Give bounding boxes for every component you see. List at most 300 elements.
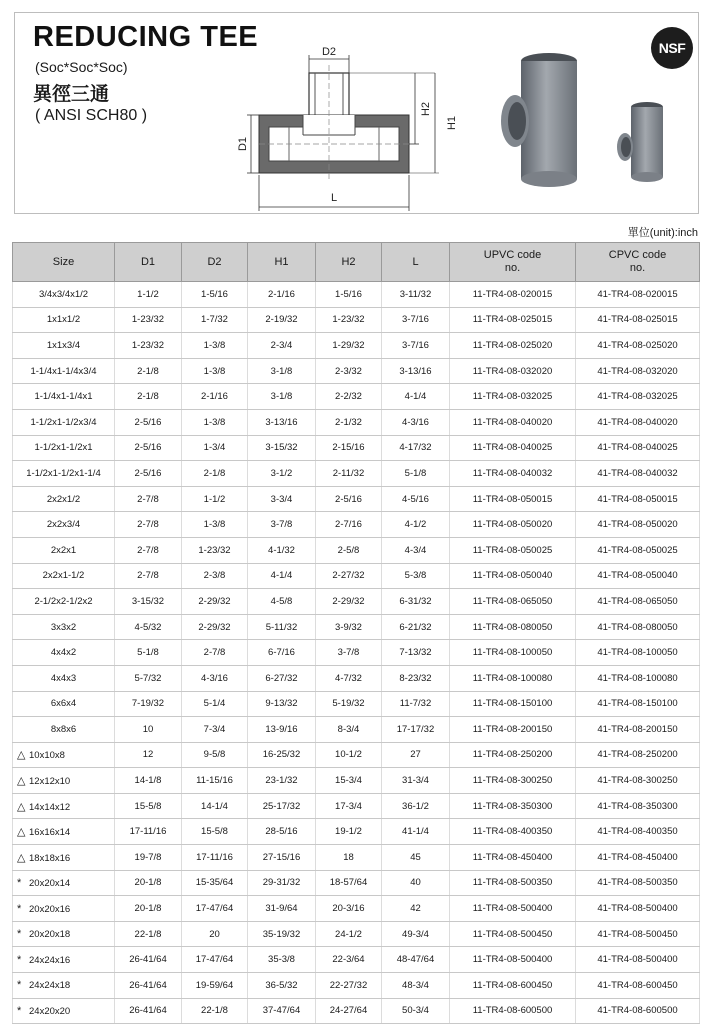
- l-cell: 3-7/16: [382, 333, 450, 359]
- size-cell: [13, 691, 115, 717]
- table-header-row: [13, 243, 700, 282]
- d1-cell: 4-5/32: [115, 614, 182, 640]
- table-row: [13, 282, 700, 308]
- d1-cell: 1-23/32: [115, 307, 182, 333]
- table-row: [13, 793, 700, 819]
- d2-cell: 2-29/32: [182, 589, 248, 615]
- h1-cell: 37-47/64: [248, 998, 316, 1024]
- h2-cell: 8-3/4: [316, 717, 382, 743]
- h2-cell: 2-5/8: [316, 537, 382, 563]
- upvc-cell: 11-TR4-08-500400: [450, 896, 576, 922]
- h2-cell: 3-7/8: [316, 640, 382, 666]
- d2-cell: 1-1/2: [182, 486, 248, 512]
- upvc-cell: 11-TR4-08-200150: [450, 717, 576, 743]
- d2-cell: 4-3/16: [182, 665, 248, 691]
- h1-cell: 2-3/4: [248, 333, 316, 359]
- upvc-cell: 11-TR4-08-050025: [450, 537, 576, 563]
- size-cell: [13, 307, 115, 333]
- h1-cell: 13-9/16: [248, 717, 316, 743]
- cpvc-cell: 41-TR4-08-450400: [576, 845, 700, 871]
- triangle-mark: △: [17, 775, 26, 788]
- d1-cell: 15-5/8: [115, 793, 182, 819]
- cpvc-cell: 41-TR4-08-020015: [576, 282, 700, 308]
- h1-cell: 3-1/8: [248, 384, 316, 410]
- size-value: 1-1/4x1-1/4x1: [34, 391, 93, 403]
- h2-cell: 18: [316, 845, 382, 871]
- size-value: 20x20x16: [29, 903, 71, 915]
- table-row: [13, 333, 700, 359]
- standard-label: ( ANSI SCH80 ): [35, 107, 148, 124]
- upvc-cell: 11-TR4-08-025015: [450, 307, 576, 333]
- d1-cell: 17-11/16: [115, 819, 182, 845]
- cpvc-cell: 41-TR4-08-100080: [576, 665, 700, 691]
- size-cell: [13, 665, 115, 691]
- size-cell: [13, 640, 115, 666]
- size-value: 2x2x1: [50, 544, 77, 556]
- upvc-cell: 11-TR4-08-500400: [450, 947, 576, 973]
- col-upvc-code: UPVC code no.: [450, 243, 576, 282]
- h1-cell: 35-3/8: [248, 947, 316, 973]
- chinese-title: 異徑三通: [33, 84, 110, 105]
- h2-cell: 24-1/2: [316, 921, 382, 947]
- d1-cell: 19-7/8: [115, 845, 182, 871]
- col-d2: D2: [182, 243, 248, 282]
- h1-cell: 4-5/8: [248, 589, 316, 615]
- upvc-cell: 11-TR4-08-150100: [450, 691, 576, 717]
- size-value: 1-1/2x1-1/2x1-1/4: [26, 467, 101, 479]
- d2-cell: 14-1/4: [182, 793, 248, 819]
- cpvc-cell: 41-TR4-08-032025: [576, 384, 700, 410]
- h2-cell: 24-27/64: [316, 998, 382, 1024]
- connection-type: (Soc*Soc*Soc): [35, 59, 128, 75]
- upvc-cell: 11-TR4-08-080050: [450, 614, 576, 640]
- d2-cell: 7-3/4: [182, 717, 248, 743]
- h1-label: H1: [446, 115, 458, 131]
- l-label: L: [330, 192, 338, 204]
- h1-cell: 29-31/32: [248, 870, 316, 896]
- h2-cell: 2-27/32: [316, 563, 382, 589]
- col-l: L: [382, 243, 450, 282]
- d2-cell: 17-47/64: [182, 947, 248, 973]
- size-cell: [13, 845, 115, 871]
- size-value: 8x8x6: [50, 723, 77, 735]
- size-cell: [13, 614, 115, 640]
- col-cpvc-code: CPVC code no.: [576, 243, 700, 282]
- size-value: 2x2x3/4: [46, 519, 81, 531]
- l-cell: 50-3/4: [382, 998, 450, 1024]
- h2-cell: 22-27/32: [316, 973, 382, 999]
- d1-cell: 20-1/8: [115, 896, 182, 922]
- l-cell: 4-3/16: [382, 409, 450, 435]
- h1-cell: 3-3/4: [248, 486, 316, 512]
- size-value: 14x14x12: [29, 801, 71, 813]
- table-row: [13, 461, 700, 487]
- size-value: 20x20x14: [29, 877, 71, 889]
- asterisk-mark: *: [17, 876, 22, 889]
- cpvc-cell: 41-TR4-08-050025: [576, 537, 700, 563]
- upvc-cell: 11-TR4-08-600500: [450, 998, 576, 1024]
- col-size: Size: [13, 243, 115, 282]
- d2-label: D2: [321, 46, 337, 58]
- h2-cell: 2-7/16: [316, 512, 382, 538]
- d1-cell: 5-7/32: [115, 665, 182, 691]
- size-cell: [13, 486, 115, 512]
- d2-cell: 1-3/8: [182, 333, 248, 359]
- cpvc-cell: 41-TR4-08-600450: [576, 973, 700, 999]
- d1-label: D1: [237, 136, 249, 152]
- col-h1: H1: [248, 243, 316, 282]
- l-cell: 27: [382, 742, 450, 768]
- size-cell: [13, 793, 115, 819]
- d1-cell: 1-23/32: [115, 333, 182, 359]
- size-cell: [13, 409, 115, 435]
- upvc-cell: 11-TR4-08-600450: [450, 973, 576, 999]
- cpvc-cell: 41-TR4-08-040025: [576, 435, 700, 461]
- table-row: [13, 409, 700, 435]
- h1-cell: 3-7/8: [248, 512, 316, 538]
- size-cell: [13, 384, 115, 410]
- l-cell: 17-17/32: [382, 717, 450, 743]
- upvc-cell: 11-TR4-08-350300: [450, 793, 576, 819]
- l-cell: 6-31/32: [382, 589, 450, 615]
- l-cell: 11-7/32: [382, 691, 450, 717]
- h2-cell: 2-2/32: [316, 384, 382, 410]
- d2-cell: 11-15/16: [182, 768, 248, 794]
- size-value: 18x18x16: [29, 852, 71, 864]
- asterisk-mark: *: [17, 1004, 22, 1017]
- h2-cell: 1-29/32: [316, 333, 382, 359]
- h1-cell: 28-5/16: [248, 819, 316, 845]
- h2-cell: 4-7/32: [316, 665, 382, 691]
- cpvc-cell: 41-TR4-08-025015: [576, 307, 700, 333]
- size-value: 1-1/2x1-1/2x1: [34, 442, 93, 454]
- size-cell: [13, 947, 115, 973]
- d1-cell: 14-1/8: [115, 768, 182, 794]
- size-value: 4x4x3: [50, 672, 77, 684]
- d1-cell: 2-5/16: [115, 461, 182, 487]
- l-cell: 48-3/4: [382, 973, 450, 999]
- l-cell: 36-1/2: [382, 793, 450, 819]
- l-cell: 40: [382, 870, 450, 896]
- table-row: [13, 870, 700, 896]
- size-cell: [13, 333, 115, 359]
- d2-cell: 2-1/8: [182, 461, 248, 487]
- h1-cell: 6-27/32: [248, 665, 316, 691]
- table-row: [13, 435, 700, 461]
- size-value: 1x1x1/2: [46, 314, 81, 326]
- h1-cell: 3-1/8: [248, 358, 316, 384]
- upvc-cell: 11-TR4-08-050020: [450, 512, 576, 538]
- d2-cell: 1-7/32: [182, 307, 248, 333]
- h2-cell: 20-3/16: [316, 896, 382, 922]
- table-row: [13, 768, 700, 794]
- upvc-cell: 11-TR4-08-500350: [450, 870, 576, 896]
- table-row: [13, 307, 700, 333]
- l-cell: 3-13/16: [382, 358, 450, 384]
- size-value: 2-1/2x2-1/2x2: [34, 595, 93, 607]
- h2-cell: 1-5/16: [316, 282, 382, 308]
- table-row: [13, 973, 700, 999]
- d1-cell: 10: [115, 717, 182, 743]
- size-value: 24x24x18: [29, 980, 71, 992]
- l-cell: 5-3/8: [382, 563, 450, 589]
- cpvc-cell: 41-TR4-08-500400: [576, 947, 700, 973]
- col-d1: D1: [115, 243, 182, 282]
- d1-cell: 26-41/64: [115, 998, 182, 1024]
- l-cell: 7-13/32: [382, 640, 450, 666]
- asterisk-mark: *: [17, 928, 22, 941]
- cpvc-cell: 41-TR4-08-040020: [576, 409, 700, 435]
- size-value: 24x24x16: [29, 954, 71, 966]
- table-row: [13, 512, 700, 538]
- l-cell: 3-7/16: [382, 307, 450, 333]
- size-cell: [13, 717, 115, 743]
- size-value: 1-1/4x1-1/4x3/4: [30, 365, 97, 377]
- h1-cell: 35-19/32: [248, 921, 316, 947]
- upvc-cell: 11-TR4-08-100080: [450, 665, 576, 691]
- page-title: REDUCING TEE: [33, 21, 259, 53]
- d2-cell: 2-1/16: [182, 384, 248, 410]
- l-cell: 42: [382, 896, 450, 922]
- upvc-cell: 11-TR4-08-040025: [450, 435, 576, 461]
- h1-cell: 36-5/32: [248, 973, 316, 999]
- table-row: [13, 947, 700, 973]
- cpvc-cell: 41-TR4-08-250200: [576, 742, 700, 768]
- upvc-cell: 11-TR4-08-400350: [450, 819, 576, 845]
- table-row: [13, 358, 700, 384]
- d1-cell: 2-7/8: [115, 486, 182, 512]
- d2-cell: 15-5/8: [182, 819, 248, 845]
- h2-cell: 19-1/2: [316, 819, 382, 845]
- h2-cell: 2-29/32: [316, 589, 382, 615]
- size-cell: [13, 461, 115, 487]
- h1-cell: 3-13/16: [248, 409, 316, 435]
- h2-cell: 2-1/32: [316, 409, 382, 435]
- upvc-cell: 11-TR4-08-040020: [450, 409, 576, 435]
- size-cell: [13, 921, 115, 947]
- table-row: [13, 665, 700, 691]
- cpvc-cell: 41-TR4-08-080050: [576, 614, 700, 640]
- d2-cell: 1-5/16: [182, 282, 248, 308]
- d1-cell: 22-1/8: [115, 921, 182, 947]
- h1-cell: 2-1/16: [248, 282, 316, 308]
- upvc-cell: 11-TR4-08-050015: [450, 486, 576, 512]
- cpvc-cell: 41-TR4-08-065050: [576, 589, 700, 615]
- h2-cell: 5-19/32: [316, 691, 382, 717]
- l-cell: 5-1/8: [382, 461, 450, 487]
- l-cell: 49-3/4: [382, 921, 450, 947]
- d1-cell: 2-1/8: [115, 384, 182, 410]
- asterisk-mark: *: [17, 902, 22, 915]
- table-row: [13, 717, 700, 743]
- h1-cell: 25-17/32: [248, 793, 316, 819]
- d2-cell: 20: [182, 921, 248, 947]
- d2-cell: 1-23/32: [182, 537, 248, 563]
- upvc-cell: 11-TR4-08-300250: [450, 768, 576, 794]
- upvc-cell: 11-TR4-08-040032: [450, 461, 576, 487]
- h2-cell: 3-9/32: [316, 614, 382, 640]
- table-row: [13, 563, 700, 589]
- table-row: [13, 384, 700, 410]
- d2-cell: 2-7/8: [182, 640, 248, 666]
- table-row: [13, 819, 700, 845]
- h2-cell: 2-5/16: [316, 486, 382, 512]
- h1-cell: 2-19/32: [248, 307, 316, 333]
- size-cell: [13, 537, 115, 563]
- upvc-cell: 11-TR4-08-100050: [450, 640, 576, 666]
- size-value: 3x3x2: [50, 621, 77, 633]
- l-cell: 4-1/4: [382, 384, 450, 410]
- d2-cell: 5-1/4: [182, 691, 248, 717]
- upvc-cell: 11-TR4-08-065050: [450, 589, 576, 615]
- cpvc-cell: 41-TR4-08-600500: [576, 998, 700, 1024]
- cpvc-cell: 41-TR4-08-150100: [576, 691, 700, 717]
- d1-cell: 3-15/32: [115, 589, 182, 615]
- size-value: 1-1/2x1-1/2x3/4: [30, 416, 97, 428]
- size-value: 20x20x18: [29, 929, 71, 941]
- size-value: 2x2x1/2: [46, 493, 81, 505]
- l-cell: 4-17/32: [382, 435, 450, 461]
- d2-cell: 9-5/8: [182, 742, 248, 768]
- cpvc-cell: 41-TR4-08-400350: [576, 819, 700, 845]
- size-value: 3/4x3/4x1/2: [38, 288, 89, 300]
- l-cell: 31-3/4: [382, 768, 450, 794]
- upvc-cell: 11-TR4-08-032025: [450, 384, 576, 410]
- d1-cell: 26-41/64: [115, 973, 182, 999]
- cpvc-cell: 41-TR4-08-050040: [576, 563, 700, 589]
- d2-cell: 2-29/32: [182, 614, 248, 640]
- cpvc-cell: 41-TR4-08-200150: [576, 717, 700, 743]
- size-cell: [13, 435, 115, 461]
- table-row: [13, 998, 700, 1024]
- table-row: [13, 537, 700, 563]
- cpvc-cell: 41-TR4-08-050020: [576, 512, 700, 538]
- d1-cell: 2-5/16: [115, 409, 182, 435]
- d2-cell: 1-3/8: [182, 512, 248, 538]
- h1-cell: 4-1/32: [248, 537, 316, 563]
- size-cell: [13, 563, 115, 589]
- table-row: [13, 742, 700, 768]
- d1-cell: 2-7/8: [115, 537, 182, 563]
- l-cell: 45: [382, 845, 450, 871]
- l-cell: 4-1/2: [382, 512, 450, 538]
- size-value: 12x12x10: [29, 776, 71, 788]
- cpvc-cell: 41-TR4-08-350300: [576, 793, 700, 819]
- cpvc-cell: 41-TR4-08-500400: [576, 896, 700, 922]
- size-cell: [13, 870, 115, 896]
- cpvc-cell: 41-TR4-08-040032: [576, 461, 700, 487]
- cpvc-cell: 41-TR4-08-025020: [576, 333, 700, 359]
- unit-note: 單位(unit):inch: [627, 227, 698, 239]
- h2-cell: 15-3/4: [316, 768, 382, 794]
- d1-cell: 20-1/8: [115, 870, 182, 896]
- d2-cell: 1-3/8: [182, 409, 248, 435]
- table-row: [13, 845, 700, 871]
- size-cell: [13, 973, 115, 999]
- l-cell: 4-3/4: [382, 537, 450, 563]
- d1-cell: 12: [115, 742, 182, 768]
- h1-cell: 5-11/32: [248, 614, 316, 640]
- triangle-mark: △: [17, 749, 26, 762]
- h1-cell: 23-1/32: [248, 768, 316, 794]
- size-value: 1x1x3/4: [46, 339, 81, 351]
- col-h2: H2: [316, 243, 382, 282]
- upvc-cell: 11-TR4-08-050040: [450, 563, 576, 589]
- d1-cell: 2-7/8: [115, 512, 182, 538]
- h2-label: H2: [420, 101, 432, 117]
- table-row: [13, 640, 700, 666]
- cpvc-cell: 41-TR4-08-100050: [576, 640, 700, 666]
- h2-cell: 10-1/2: [316, 742, 382, 768]
- h1-cell: 3-15/32: [248, 435, 316, 461]
- size-value: 2x2x1-1/2: [42, 570, 85, 582]
- table-row: [13, 486, 700, 512]
- size-value: 10x10x8: [29, 750, 65, 762]
- cpvc-cell: 41-TR4-08-500350: [576, 870, 700, 896]
- asterisk-mark: *: [17, 953, 22, 966]
- cpvc-cell: 41-TR4-08-032020: [576, 358, 700, 384]
- upvc-cell: 11-TR4-08-032020: [450, 358, 576, 384]
- size-cell: [13, 282, 115, 308]
- l-cell: 41-1/4: [382, 819, 450, 845]
- upvc-cell: 11-TR4-08-450400: [450, 845, 576, 871]
- upvc-cell: 11-TR4-08-020015: [450, 282, 576, 308]
- d2-cell: 1-3/4: [182, 435, 248, 461]
- size-value: 16x16x14: [29, 827, 71, 839]
- upvc-cell: 11-TR4-08-500450: [450, 921, 576, 947]
- table-row: [13, 691, 700, 717]
- cpvc-cell: 41-TR4-08-300250: [576, 768, 700, 794]
- d1-cell: 26-41/64: [115, 947, 182, 973]
- triangle-mark: △: [17, 851, 26, 864]
- size-cell: [13, 819, 115, 845]
- d2-cell: 17-11/16: [182, 845, 248, 871]
- d1-cell: 2-5/16: [115, 435, 182, 461]
- upvc-cell: 11-TR4-08-250200: [450, 742, 576, 768]
- cpvc-cell: 41-TR4-08-050015: [576, 486, 700, 512]
- size-cell: [13, 896, 115, 922]
- d2-cell: 22-1/8: [182, 998, 248, 1024]
- size-cell: [13, 998, 115, 1024]
- table-row: [13, 896, 700, 922]
- h2-cell: 1-23/32: [316, 307, 382, 333]
- size-cell: [13, 589, 115, 615]
- triangle-mark: △: [17, 826, 26, 839]
- d2-cell: 1-3/8: [182, 358, 248, 384]
- size-cell: [13, 742, 115, 768]
- h2-cell: 18-57/64: [316, 870, 382, 896]
- product-header: [14, 12, 699, 214]
- l-cell: 3-11/32: [382, 282, 450, 308]
- h2-cell: 17-3/4: [316, 793, 382, 819]
- h2-cell: 2-11/32: [316, 461, 382, 487]
- tee-dimension-diagram: [229, 29, 469, 215]
- h1-cell: 3-1/2: [248, 461, 316, 487]
- table-row: [13, 589, 700, 615]
- h1-cell: 6-7/16: [248, 640, 316, 666]
- cpvc-cell: 41-TR4-08-500450: [576, 921, 700, 947]
- size-cell: [13, 512, 115, 538]
- size-value: 4x4x2: [50, 647, 77, 659]
- d1-cell: 2-1/8: [115, 358, 182, 384]
- l-cell: 4-5/16: [382, 486, 450, 512]
- h2-cell: 2-15/16: [316, 435, 382, 461]
- size-value: 6x6x4: [50, 698, 77, 710]
- size-cell: [13, 768, 115, 794]
- d1-cell: 2-7/8: [115, 563, 182, 589]
- table-row: [13, 614, 700, 640]
- asterisk-mark: *: [17, 979, 22, 992]
